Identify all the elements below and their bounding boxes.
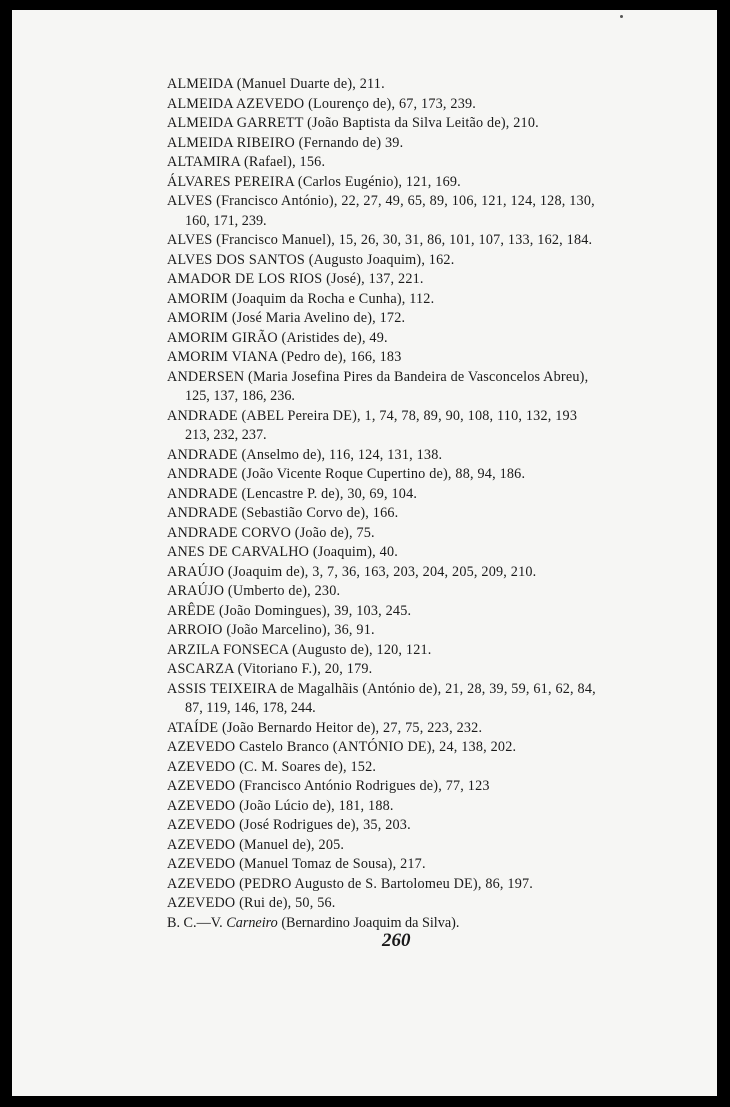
index-entry bbox=[167, 270, 687, 290]
index-entry bbox=[167, 875, 687, 895]
index-entry bbox=[167, 563, 687, 583]
index-entry-line: ARAÚJO (Joaquim de), 3, 7, 36, 163, 203, 204, 205, 209, 210. bbox=[167, 563, 537, 580]
index-entry-line: ANDRADE CORVO (João de), 75. bbox=[167, 524, 375, 541]
index-entry-line: AZEVEDO (PEDRO Augusto de S. Bartolomeu DE), 86, 197. bbox=[167, 875, 534, 892]
index-text bbox=[167, 75, 687, 933]
cross-reference-suffix: (Bernardino Joaquim da Silva). bbox=[277, 914, 460, 931]
index-entry-line: ATAÍDE (João Bernardo Heitor de), 27, 75, 223, 232. bbox=[167, 719, 483, 736]
index-entry bbox=[167, 348, 687, 368]
index-entry bbox=[167, 543, 687, 563]
index-entry-continuation: 87, 119, 146, 178, 244. bbox=[185, 700, 316, 716]
page-number: 260 bbox=[382, 930, 411, 951]
index-entry-line: ÁLVARES PEREIRA (Carlos Eugénio), 121, 169. bbox=[167, 173, 461, 190]
index-entry bbox=[167, 836, 687, 856]
index-entry bbox=[167, 602, 687, 622]
index-entry-line: AZEVEDO (C. M. Soares de), 152. bbox=[167, 758, 377, 775]
index-entry-line: ALVES (Francisco Manuel), 15, 26, 30, 31, 86, 101, 107, 133, 162, 184. bbox=[167, 232, 593, 248]
index-entry-line: ASCARZA (Vitoriano F.), 20, 179. bbox=[167, 661, 373, 677]
index-entry-line: AMORIM (José Maria Avelino de), 172. bbox=[167, 310, 406, 326]
index-entry-line: AZEVEDO (João Lúcio de), 181, 188. bbox=[167, 797, 394, 814]
index-entry-line: AZEVEDO (Rui de), 50, 56. bbox=[167, 895, 336, 911]
index-entry bbox=[167, 446, 687, 466]
index-entry bbox=[167, 797, 687, 817]
index-entry-line: AMORIM GIRÃO (Aristides de), 49. bbox=[167, 329, 388, 346]
index-entry bbox=[167, 894, 687, 914]
index-entry bbox=[167, 368, 687, 407]
index-entry-line: ALMEIDA GARRETT (João Baptista da Silva Leitão de), 210. bbox=[167, 115, 539, 131]
index-entry bbox=[167, 621, 687, 641]
index-entry bbox=[167, 504, 687, 524]
index-entry bbox=[167, 114, 687, 134]
index-entry-line: AZEVEDO Castelo Branco (ANTÓNIO DE), 24, 138, 202. bbox=[167, 739, 517, 755]
cross-reference-term: Carneiro bbox=[226, 914, 278, 931]
index-entry bbox=[167, 407, 687, 446]
index-entry-line: ANDRADE (Sebastião Corvo de), 166. bbox=[167, 505, 399, 521]
index-entry-line: AMORIM VIANA (Pedro de), 166, 183 bbox=[167, 349, 402, 365]
index-entry bbox=[167, 660, 687, 680]
index-entry-line: ANES DE CARVALHO (Joaquim), 40. bbox=[167, 544, 399, 560]
index-entry-line: ALVES (Francisco António), 22, 27, 49, 65, 89, 106, 121, 124, 128, 130, bbox=[167, 193, 595, 209]
index-entry-line: ALMEIDA (Manuel Duarte de), 211. bbox=[167, 76, 385, 92]
index-entry bbox=[167, 485, 687, 505]
index-entry bbox=[167, 738, 687, 758]
scan-speck bbox=[620, 15, 623, 18]
index-entry bbox=[167, 134, 687, 154]
index-entry bbox=[167, 719, 687, 739]
index-entry-list bbox=[167, 75, 687, 914]
index-entry bbox=[167, 251, 687, 271]
index-entry bbox=[167, 641, 687, 661]
index-entry bbox=[167, 309, 687, 329]
index-entry bbox=[167, 855, 687, 875]
index-entry-line: ANDRADE (João Vicente Roque Cupertino de), 88, 94, 186. bbox=[167, 466, 526, 482]
index-entry-line: ARÊDE (João Domingues), 39, 103, 245. bbox=[167, 602, 412, 619]
index-entry bbox=[167, 329, 687, 349]
index-entry-line: AZEVEDO (Francisco António Rodrigues de), 77, 123 bbox=[167, 778, 490, 794]
index-entry-line: AZEVEDO (José Rodrigues de), 35, 203. bbox=[167, 817, 411, 833]
index-entry-continuation: 213, 232, 237. bbox=[185, 427, 267, 443]
index-entry bbox=[167, 290, 687, 310]
index-entry bbox=[167, 582, 687, 602]
index-entry-line: ALMEIDA RIBEIRO (Fernando de) 39. bbox=[167, 134, 404, 151]
index-entry bbox=[167, 173, 687, 193]
index-entry-continuation: 125, 137, 186, 236. bbox=[185, 388, 295, 404]
index-entry-continuation: 160, 171, 239. bbox=[185, 212, 267, 229]
cross-reference-entry bbox=[167, 914, 687, 934]
index-entry bbox=[167, 95, 687, 115]
index-entry-line: ANDRADE (Lencastre P. de), 30, 69, 104. bbox=[167, 485, 418, 502]
index-entry bbox=[167, 680, 687, 719]
index-entry-line: AZEVEDO (Manuel Tomaz de Sousa), 217. bbox=[167, 856, 426, 872]
index-entry-line: AMORIM (Joaquim da Rocha e Cunha), 112. bbox=[167, 290, 435, 307]
index-entry bbox=[167, 816, 687, 836]
index-entry-line: AMADOR DE LOS RIOS (José), 137, 221. bbox=[167, 271, 424, 287]
index-entry-line: ANDRADE (ABEL Pereira DE), 1, 74, 78, 89, 90, 108, 110, 132, 193 bbox=[167, 407, 578, 424]
index-entry-line: AZEVEDO (Manuel de), 205. bbox=[167, 836, 345, 853]
index-entry-line: ALTAMIRA (Rafael), 156. bbox=[167, 154, 326, 170]
index-entry-line: ANDERSEN (Maria Josefina Pires da Bandeira de Vasconcelos Abreu), bbox=[167, 368, 589, 385]
index-entry bbox=[167, 231, 687, 251]
index-entry bbox=[167, 192, 687, 231]
index-entry bbox=[167, 777, 687, 797]
index-entry bbox=[167, 524, 687, 544]
index-entry-line: ANDRADE (Anselmo de), 116, 124, 131, 138. bbox=[167, 446, 443, 463]
index-entry bbox=[167, 75, 687, 95]
index-entry-line: ASSIS TEIXEIRA de Magalhãis (António de), 21, 28, 39, 59, 61, 62, 84, bbox=[167, 680, 596, 697]
index-entry-line: ARZILA FONSECA (Augusto de), 120, 121. bbox=[167, 641, 432, 658]
cross-reference-prefix: B. C.—V. bbox=[167, 914, 227, 931]
index-entry-line: ALMEIDA AZEVEDO (Lourenço de), 67, 173, 239. bbox=[167, 95, 477, 112]
index-entry-line: ARAÚJO (Umberto de), 230. bbox=[167, 583, 341, 599]
index-entry bbox=[167, 153, 687, 173]
index-entry-line: ARROIO (João Marcelino), 36, 91. bbox=[167, 622, 375, 638]
index-entry-line: ALVES DOS SANTOS (Augusto Joaquim), 162. bbox=[167, 251, 455, 268]
index-entry bbox=[167, 758, 687, 778]
index-entry bbox=[167, 465, 687, 485]
document-page bbox=[12, 10, 717, 1096]
